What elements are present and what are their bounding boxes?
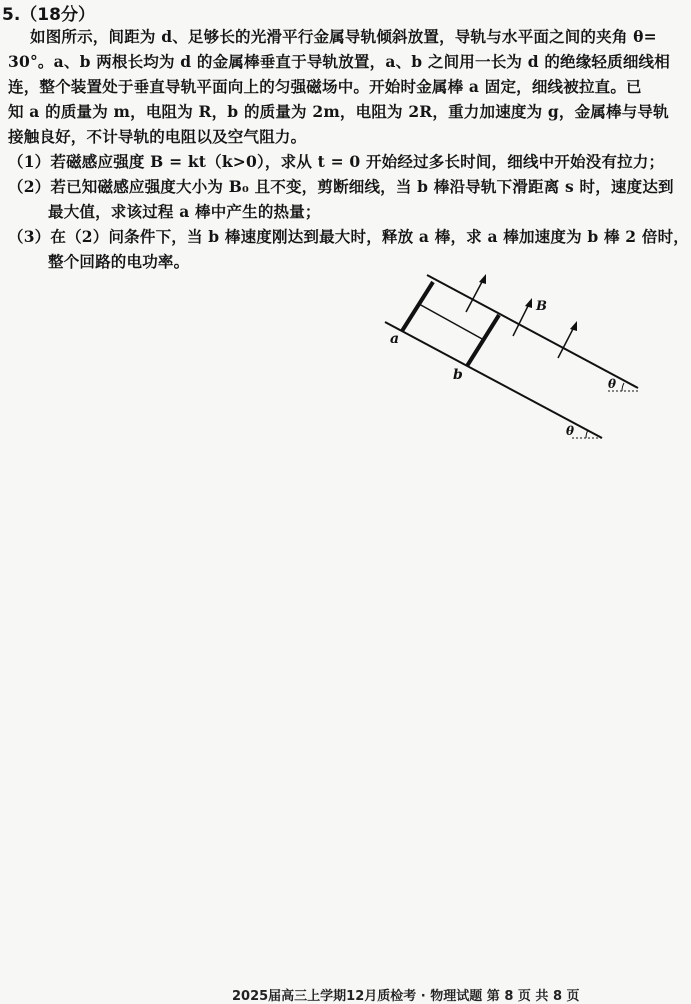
inclined-rails-figure <box>380 270 650 445</box>
stem-line-5: 接触良好，不计导轨的电阻以及空气阻力。 <box>8 127 307 146</box>
insulating-thread <box>419 304 484 340</box>
field-arrow-2-head <box>525 298 532 308</box>
field-arrow-1-head <box>479 274 486 284</box>
label-b: b <box>453 367 463 383</box>
part-2-text: 若已知磁感应强度大小为 B₀ 且不变，剪断细线，当 b 棒沿导轨下滑距离 s 时，速度达到 <box>50 177 674 196</box>
stem-line-1: 如图所示，间距为 d、足够长的光滑平行金属导轨倾斜放置，导轨与水平面之间的夹角 θ= <box>30 27 657 46</box>
stem-line-3: 连，整个装置处于垂直导轨平面向上的匀强磁场中。开始时金属棒 a 固定，细线被拉直。已 <box>8 77 642 96</box>
angle-label-upper: θ <box>608 377 617 391</box>
angle-label-lower: θ <box>566 424 575 438</box>
part-2-cont: 最大值，求该过程 a 棒中产生的热量； <box>48 202 321 221</box>
angle-arc-lower <box>586 430 588 438</box>
part-3-text: 在（2）问条件下，当 b 棒速度刚达到最大时，释放 a 棒，求 a 棒加速度为 b 棒 2 倍时， <box>50 227 689 246</box>
part-2-label: （2） <box>8 177 51 196</box>
part-1-text: 若磁感应强度 B = kt（k>0），求从 t = 0 开始经过多长时间，细线中开始没有拉力； <box>50 152 665 171</box>
stem-line-2: 30°。a、b 两根长均为 d 的金属棒垂直于导轨放置，a、b 之间用一长为 d 的绝缘轻质细线相 <box>8 52 670 71</box>
rod-a <box>402 282 433 331</box>
angle-arc-upper <box>622 383 624 391</box>
lower-rail <box>385 322 602 438</box>
stem-line-4: 知 a 的质量为 m，电阻为 R，b 的质量为 2m，电阻为 2R，重力加速度为 g，金属棒与导轨 <box>8 102 669 121</box>
part-1 <box>8 152 691 172</box>
label-field-B: B <box>536 299 547 314</box>
question-number-label: 5. <box>2 5 21 25</box>
part-2 <box>8 177 691 197</box>
question-number <box>2 0 95 25</box>
label-a: a <box>390 331 400 347</box>
question-points: （18分） <box>20 5 95 25</box>
page-footer: 2025届高三上学期12月质检考 · 物理试题 第 8 页 共 8 页 <box>232 989 580 1004</box>
part-3 <box>8 227 691 247</box>
field-arrow-3-head <box>570 321 577 331</box>
rod-b <box>467 315 499 366</box>
part-1-label: （1） <box>8 152 51 171</box>
field-arrow-2 <box>513 304 529 336</box>
part-3-cont: 整个回路的电功率。 <box>48 252 190 271</box>
field-arrow-1 <box>466 280 483 312</box>
part-3-label: （3） <box>8 227 51 246</box>
